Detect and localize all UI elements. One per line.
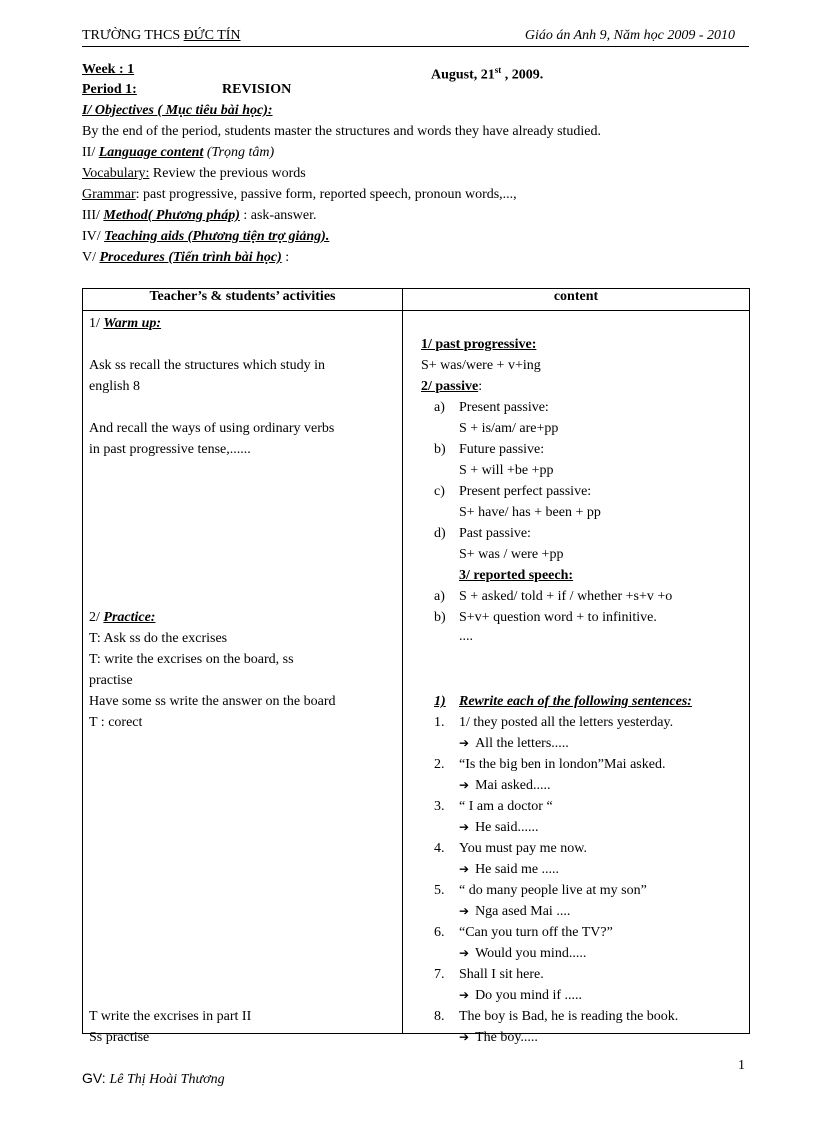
exercise-item-number: 5. bbox=[434, 883, 445, 898]
arrow-right-icon: ➔ bbox=[459, 862, 470, 876]
exercise-answer-prompt bbox=[459, 733, 569, 754]
exercise-item-number: 4. bbox=[434, 841, 445, 856]
objectives-heading: I/ Objectives ( Mục tiêu bài học): bbox=[82, 103, 273, 118]
arrow-right-icon: ➔ bbox=[459, 946, 470, 960]
page-header bbox=[82, 26, 749, 47]
activities-cell bbox=[83, 311, 403, 1045]
procedures-table bbox=[82, 288, 750, 1045]
exercise-answer-prompt bbox=[459, 1027, 538, 1048]
formula: S+ was/were + v+ing bbox=[421, 358, 541, 373]
grammar-line: Grammar: past progressive, passive form, reported speech, pronoun words,..., bbox=[82, 187, 517, 202]
arrow-right-icon: ➔ bbox=[459, 778, 470, 792]
activity-text: Ss practise bbox=[89, 1030, 150, 1045]
arrow-right-icon: ➔ bbox=[459, 1030, 470, 1044]
teaching-aids-line: IV/ Teaching aids (Phương tiện trợ giảng). bbox=[82, 229, 330, 244]
exercise-question: Shall I sit here. bbox=[459, 967, 544, 982]
exercise-question: “Can you turn off the TV?” bbox=[459, 925, 613, 940]
exercise-number: 1) bbox=[434, 694, 446, 709]
exercise-item-number: 8. bbox=[434, 1009, 445, 1024]
answer-stem: Would you mind..... bbox=[475, 946, 587, 961]
formula: S+v+ question word + to infinitive. bbox=[459, 610, 657, 625]
activities-column-header: Teacher’s & students’ activities bbox=[83, 289, 403, 311]
list-item: Future passive: bbox=[459, 442, 545, 457]
answer-stem: All the letters..... bbox=[475, 736, 569, 751]
lesson-plan-info: Giáo án Anh 9, Năm học 2009 - 2010 bbox=[524, 28, 735, 43]
warmup-heading: 1/ Warm up: bbox=[89, 316, 162, 331]
lesson-date: August, 21st , 2009. bbox=[431, 65, 544, 83]
exercise-answer-prompt bbox=[459, 859, 559, 880]
exercise-item-number: 3. bbox=[434, 799, 445, 814]
exercise-question: You must pay me now. bbox=[459, 841, 587, 856]
activity-text: T : corect bbox=[89, 715, 143, 730]
activity-text: T: write the excrises on the board, ss bbox=[89, 652, 294, 667]
exercise-item-number: 7. bbox=[434, 967, 445, 982]
lesson-title: REVISION bbox=[222, 82, 292, 97]
procedures-line: V/ Procedures (Tiến trình bài học) : bbox=[82, 250, 290, 265]
formula: S + is/am/ are+pp bbox=[459, 421, 559, 436]
period-label: Period 1: bbox=[82, 82, 137, 97]
list-item: Present passive: bbox=[459, 400, 549, 415]
exercise-item-number: 2. bbox=[434, 757, 445, 772]
activity-text: Ask ss recall the structures which study in bbox=[89, 358, 326, 373]
list-marker: a) bbox=[434, 400, 445, 415]
exercise-answer-prompt bbox=[459, 985, 582, 1006]
week-label: Week : 1 bbox=[82, 62, 135, 77]
answer-stem: He said me ..... bbox=[475, 862, 560, 877]
answer-stem: Do you mind if ..... bbox=[475, 988, 583, 1003]
ellipsis: .... bbox=[459, 629, 473, 644]
exercise-item-number: 6. bbox=[434, 925, 445, 940]
answer-stem: He said...... bbox=[475, 820, 539, 835]
formula: S+ was / were +pp bbox=[459, 547, 564, 562]
formula: S + will +be +pp bbox=[459, 463, 554, 478]
answer-stem: Mai asked..... bbox=[475, 778, 551, 793]
exercise-question: “ I am a doctor “ bbox=[459, 799, 553, 814]
formula: S + asked/ told + if / whether +s+v +o bbox=[459, 589, 673, 604]
activity-text: T write the excrises in part II bbox=[89, 1009, 252, 1024]
activity-text: Have some ss write the answer on the board bbox=[89, 694, 336, 709]
school-name: TRƯỜNG THCS ĐỨC TÍN bbox=[82, 28, 241, 43]
list-item: Past passive: bbox=[459, 526, 531, 541]
past-progressive-heading: 1/ past progressive: bbox=[421, 337, 537, 352]
list-marker: b) bbox=[434, 442, 446, 457]
exercise-question: “ do many people live at my son” bbox=[459, 883, 647, 898]
reported-speech-heading: 3/ reported speech: bbox=[459, 568, 574, 583]
exercise-item-number: 1. bbox=[434, 715, 445, 730]
exercise-answer-prompt bbox=[459, 943, 586, 964]
list-marker: b) bbox=[434, 610, 446, 625]
list-marker: d) bbox=[434, 526, 446, 541]
teacher-name: GV: Lê Thị Hoài Thương bbox=[82, 1070, 225, 1087]
answer-stem: Nga ased Mai .... bbox=[475, 904, 571, 919]
list-item: Present perfect passive: bbox=[459, 484, 592, 499]
arrow-right-icon: ➔ bbox=[459, 988, 470, 1002]
passive-heading: 2/ passive: bbox=[421, 379, 483, 394]
exercise-answer-prompt bbox=[459, 901, 570, 922]
answer-stem: The boy..... bbox=[475, 1030, 538, 1045]
content-cell bbox=[403, 311, 750, 1045]
language-content: II/ Language content (Trọng tâm) bbox=[82, 145, 275, 160]
activity-text: And recall the ways of using ordinary verbs bbox=[89, 421, 335, 436]
exercise-question: “Is the big ben in london”Mai asked. bbox=[459, 757, 666, 772]
activity-text: english 8 bbox=[89, 379, 140, 394]
exercise-question: The boy is Bad, he is reading the book. bbox=[459, 1009, 679, 1024]
activity-text: T: Ask ss do the excrises bbox=[89, 631, 228, 646]
content-column-header: content bbox=[403, 289, 750, 311]
list-marker: c) bbox=[434, 484, 445, 499]
arrow-right-icon: ➔ bbox=[459, 736, 470, 750]
formula: S+ have/ has + been + pp bbox=[459, 505, 601, 520]
activity-text: practise bbox=[89, 673, 133, 688]
exercise-question: 1/ they posted all the letters yesterday. bbox=[459, 715, 674, 730]
activity-text: in past progressive tense,...... bbox=[89, 442, 251, 457]
arrow-right-icon: ➔ bbox=[459, 820, 470, 834]
vocabulary-line: Vocabulary: Review the previous words bbox=[82, 166, 306, 181]
exercise-answer-prompt bbox=[459, 775, 551, 796]
method-line: III/ Method( Phương pháp) : ask-answer. bbox=[82, 208, 317, 223]
practice-heading: 2/ Practice: bbox=[89, 610, 156, 625]
objectives-text: By the end of the period, students master the structures and words they have already studied. bbox=[82, 124, 602, 139]
exercise-answer-prompt bbox=[459, 817, 538, 838]
exercise-title: Rewrite each of the following sentences: bbox=[459, 694, 692, 709]
arrow-right-icon: ➔ bbox=[459, 904, 470, 918]
page-number: 1 bbox=[738, 1058, 745, 1073]
list-marker: a) bbox=[434, 589, 445, 604]
